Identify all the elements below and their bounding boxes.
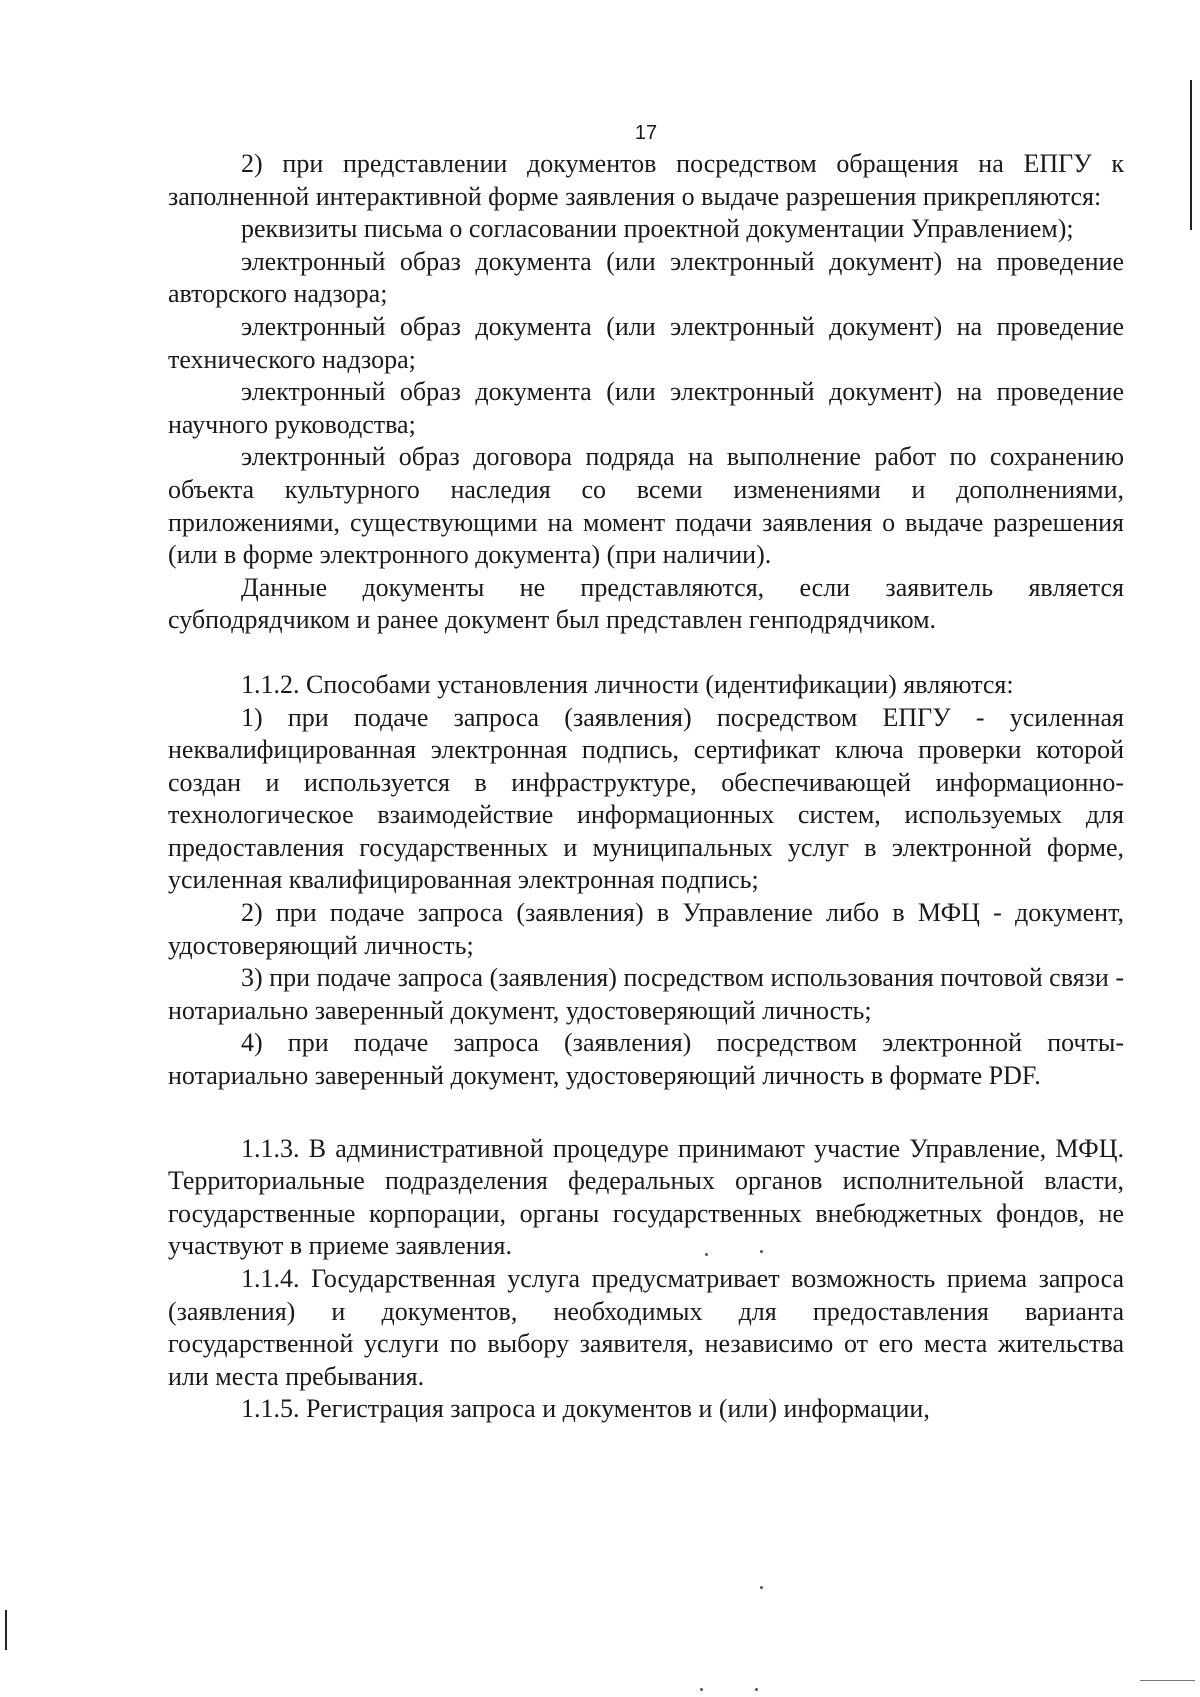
scan-dot [755,1688,758,1691]
paragraph-identification-4: 4) при подаче запроса (заявления) посредством электронной почты- нотариально заверенный документ, удостоверяющий личность в формате PDF. [168,1028,1124,1091]
paragraph-1-1-4: 1.1.4. Государственная услуга предусматривает возможность приема запроса (заявления) и документов, необходимых для предоставления варианта государственной услуги по выбору заявителя, независимо от его места жительства или места пребывания. [168,1264,1124,1391]
paragraph-1-1-3: 1.1.3. В административной процедуре принимают участие Управление, МФЦ. Территориальные подразделения федеральных органов исполнительной власти, государственные корпорации, органы государственных внебюджетных фондов, не участвуют в приеме заявления. [168,1133,1124,1261]
paragraph-1-1-5: 1.1.5. Регистрация запроса и документов и (или) информации, [241,1394,930,1424]
paragraph-technical-supervision: электронный образ документа (или электронный документ) на проведение технического надзора; [168,311,1124,374]
paragraph-1-1-2: 1.1.2. Способами установления личности (идентификации) являются: [241,669,1014,699]
scan-dot [760,1250,763,1253]
paragraph-identification-2: 2) при подаче запроса (заявления) в Управление либо в МФЦ - документ, удостоверяющий личность; [168,898,1124,960]
paragraph-letter-requisites: реквизиты письма о согласовании проектной документации Управлением); [241,214,1074,244]
paragraph-scientific-guidance: электронный образ документа (или электронный документ) на проведение научного руководства; [168,377,1124,439]
paragraph-contract: электронный образ договора подряда на выполнение работ по сохранению объекта культурного наследия со всеми изменениями и дополнениями, приложениями, существующими на момент подачи заявления о выдаче разрешения (или в форме электронного документа) (при наличии). [168,442,1124,570]
scan-dot [705,1253,708,1256]
scan-bottom-line [1140,1680,1195,1681]
scan-edge-line-left [5,1610,7,1650]
paragraph-identification-1: 1) при подаче запроса (заявления) посредством ЕПГУ - усиленная неквалифицированная электронная подпись, сертификат ключа проверки которой создан и используется в инфраструктуре, обеспечивающей информационно-технологическое взаимодействие информационных систем, используемых для предоставления государственных и муниципальных услуг в электронной форме, усиленная квалифицированная электронная подпись; [168,702,1124,895]
document-body [168,148,1124,1426]
scan-dot [760,1586,763,1589]
paragraph-author-supervision: электронный образ документа (или электронный документ) на проведение авторского надзора; [168,246,1124,309]
page-number: 17 [634,122,658,144]
scan-dot [700,1688,703,1691]
paragraph-identification-3: 3) при подаче запроса (заявления) посредством использования почтовой связи - нотариально заверенный документ, удостоверяющий личность; [168,963,1124,1025]
paragraph-subcontractor-note: Данные документы не представляются, если заявитель является субподрядчиком и ранее документ был представлен генподрядчиком. [168,572,1124,635]
scan-edge-line-right [1190,80,1192,230]
paragraph-epgu-attachments: 2) при представлении документов посредством обращения на ЕПГУ к заполненной интерактивной форме заявления о выдаче разрешения прикрепляются: [168,149,1124,211]
